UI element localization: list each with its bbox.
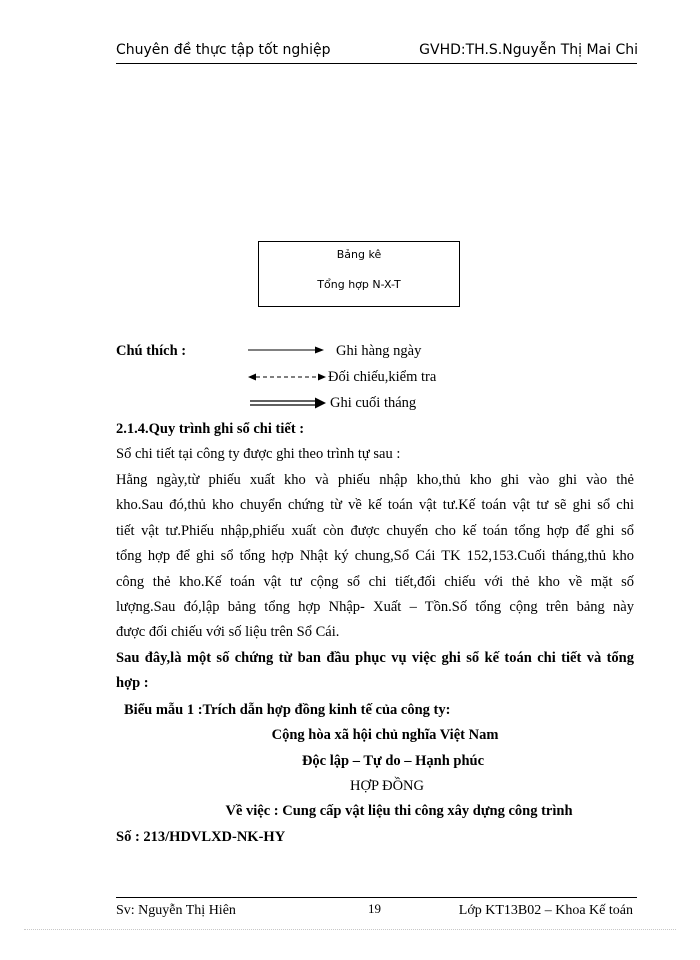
legend-arrows xyxy=(240,340,332,415)
body-paragraph xyxy=(116,468,634,646)
diagram-box xyxy=(258,241,460,307)
diagram-box-line2: Tổng hợp N-X-T xyxy=(317,278,401,291)
legend-item-1: Ghi hàng ngày xyxy=(336,343,422,359)
legend-title: Chú thích : xyxy=(116,343,187,359)
header-left: Chuyên đề thực tập tốt nghiệp xyxy=(116,42,331,58)
contract-subject: Về việc : Cung cấp vật liệu thi công xây dựng công trình xyxy=(225,803,573,819)
contract-title: HỢP ĐỒNG xyxy=(350,778,424,794)
legend-item-2: Đối chiếu,kiểm tra xyxy=(328,369,437,385)
contract-motto: Độc lập – Tự do – Hạnh phúc xyxy=(301,753,485,769)
footer-rule xyxy=(116,897,637,898)
paragraph-line: công thẻ kho.Kế toán vật tư cộng sổ chi tiết,đối chiếu với thẻ kho về mặt số xyxy=(116,573,634,590)
header-rule xyxy=(116,63,637,64)
diagram-box-line1: Bảng kê xyxy=(336,248,382,261)
section-heading: 2.1.4.Quy trình ghi sổ chi tiết : xyxy=(116,421,305,437)
section-intro: Sổ chi tiết tại công ty được ghi theo trình tự sau : xyxy=(116,446,401,462)
bold-paragraph xyxy=(116,646,634,697)
contract-number: Số : 213/HDVLXD-NK-HY xyxy=(116,829,286,845)
legend-item-3: Ghi cuối tháng xyxy=(330,395,417,411)
paragraph-line: Hằng ngày,từ phiếu xuất kho và phiếu nhập kho,thủ kho ghi vào ghi vào thẻ xyxy=(116,472,634,488)
dashed-double-arrow-icon xyxy=(248,374,326,381)
paragraph-line: lượng.Sau đó,lập bảng tổng hợp Nhập- Xuất – Tồn.Số tổng cộng trên bảng này xyxy=(116,598,634,615)
footer-right: Lớp KT13B02 – Khoa Kế toán xyxy=(458,903,633,918)
solid-arrow-icon xyxy=(248,347,324,354)
page-number: 19 xyxy=(368,901,381,916)
bold-line: hợp : xyxy=(116,675,149,692)
header-right: GVHD:TH.S.Nguyễn Thị Mai Chi xyxy=(419,42,638,58)
bold-line: Sau đây,là một số chứng từ ban đầu phục vụ việc ghi sổ kế toán chi tiết và tổng xyxy=(116,650,634,666)
page-break-line xyxy=(24,929,676,930)
sample-label: Biểu mẫu 1 :Trích dẫn hợp đồng kinh tế của công ty: xyxy=(124,702,451,718)
paragraph-line: được đối chiếu với số liệu trên Sổ Cái. xyxy=(116,624,340,641)
double-line-arrow-icon xyxy=(250,398,326,409)
footer-left: Sv: Nguyễn Thị Hiên xyxy=(116,903,236,918)
paragraph-line: tiết vật tư.Phiếu nhập,phiếu xuất còn được chuyển cho kế toán tổng hợp để ghi sổ xyxy=(116,522,634,539)
contract-national-title: Cộng hòa xã hội chủ nghĩa Việt Nam xyxy=(271,727,499,743)
paragraph-line: kho.Sau đó,thủ kho chuyển chứng từ về kế toán vật tư.Kế toán vật tư sẽ ghi sổ chi xyxy=(116,497,634,514)
paragraph-line: tổng hợp để ghi sổ tổng hợp Nhật ký chung,Sổ Cái TK 152,153.Cuối tháng,thủ kho xyxy=(116,548,634,565)
